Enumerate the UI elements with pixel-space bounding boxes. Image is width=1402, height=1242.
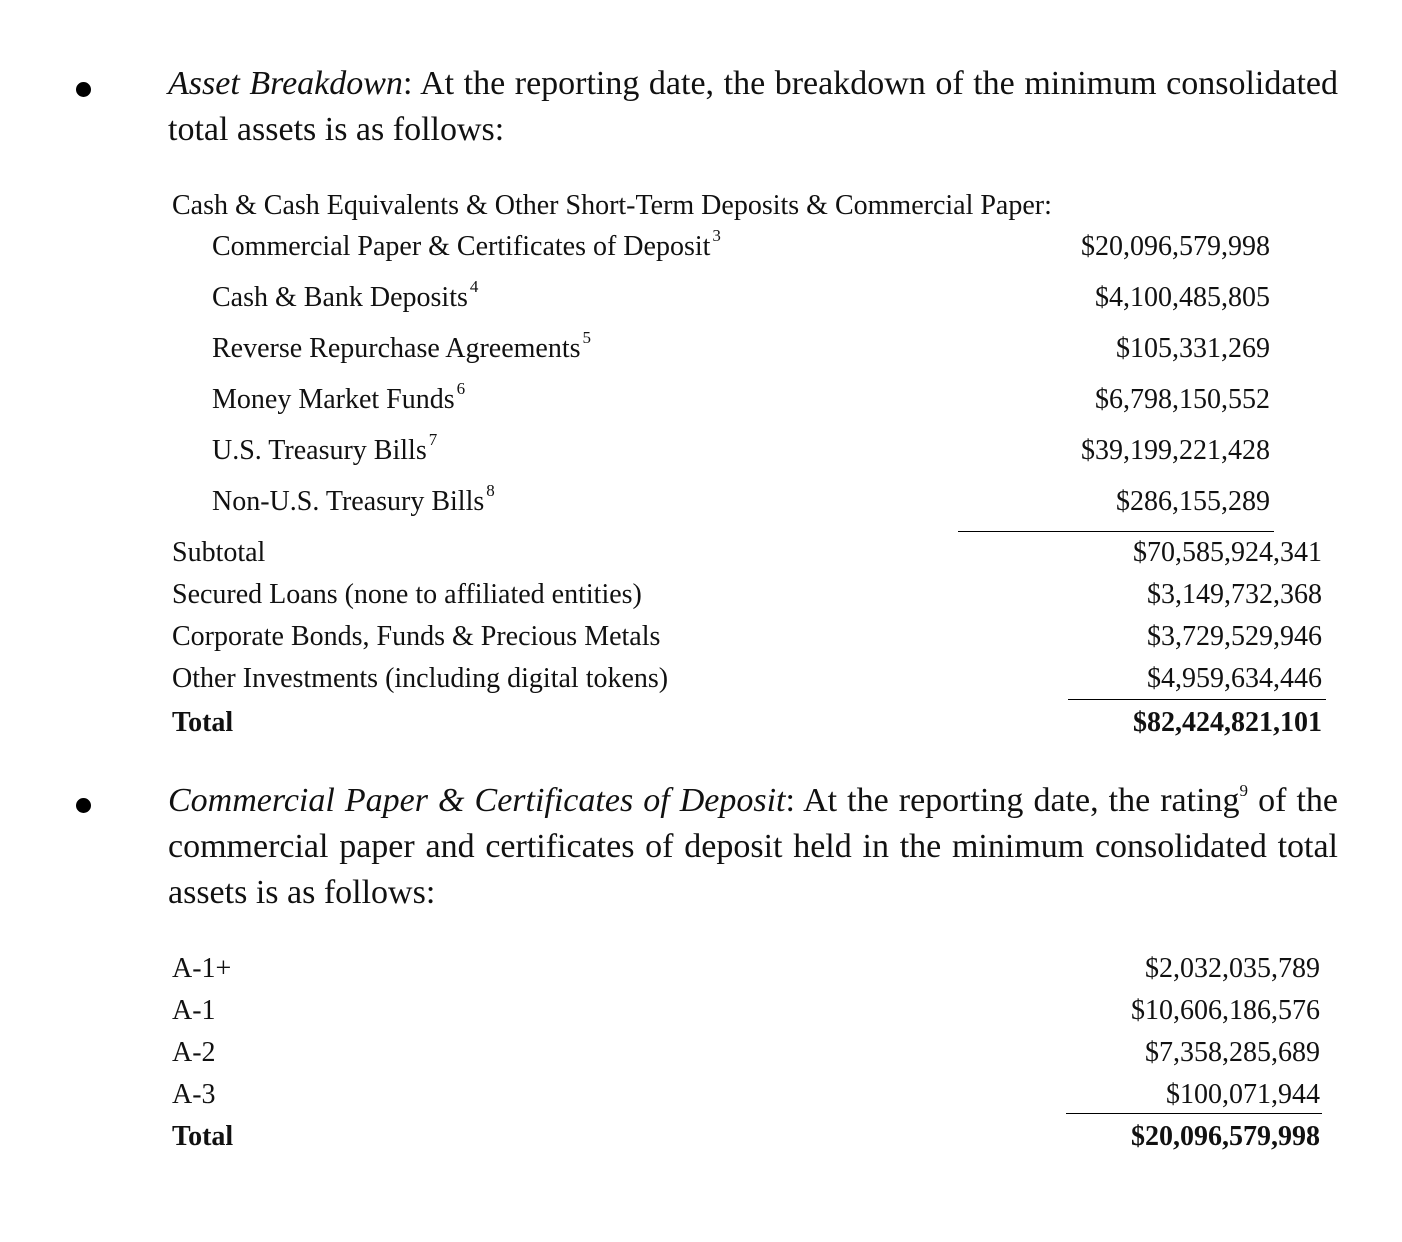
commercial-paper-intro: : At the reporting date, the rating bbox=[785, 782, 1240, 819]
rating-value: $10,606,186,576 bbox=[1131, 995, 1320, 1026]
bullet-section-1 bbox=[76, 82, 91, 97]
commercial-paper-intro-rest: of the commercial paper and certificates of deposit held in the minimum consolidated total assets is as follows: bbox=[168, 782, 1338, 911]
row-label: Secured Loans (none to affiliated entities) bbox=[172, 579, 642, 610]
rating-label: A-1 bbox=[172, 995, 216, 1026]
row-value: $3,729,529,946 bbox=[1147, 621, 1322, 652]
total-label: Total bbox=[172, 707, 234, 738]
row-value: $39,199,221,428 bbox=[1081, 435, 1270, 466]
row-label: Cash & Bank Deposits bbox=[212, 282, 468, 313]
row-value: $20,096,579,998 bbox=[1081, 231, 1270, 262]
rating-total-value: $20,096,579,998 bbox=[1131, 1121, 1320, 1152]
rating-total-label: Total bbox=[172, 1121, 234, 1152]
footnote-marker: 3 bbox=[712, 226, 721, 245]
row-label: Corporate Bonds, Funds & Precious Metals bbox=[172, 621, 661, 652]
asset-breakdown-intro: : At the reporting date, the breakdown of the minimum consolidated total assets is as follows: bbox=[168, 65, 1338, 148]
row-label: Non-U.S. Treasury Bills bbox=[212, 486, 485, 517]
commercial-paper-heading: Commercial Paper & Certificates of Deposit bbox=[168, 782, 786, 819]
row-label: Money Market Funds bbox=[212, 384, 455, 415]
rating-value: $100,071,944 bbox=[1166, 1079, 1320, 1110]
row-label: U.S. Treasury Bills bbox=[212, 435, 427, 466]
group-header-label: Cash & Cash Equivalents & Other Short-Term Deposits & Commercial Paper: bbox=[172, 190, 1052, 221]
row-label: Commercial Paper & Certificates of Deposit bbox=[212, 231, 711, 262]
footnote-marker: 6 bbox=[456, 379, 466, 398]
row-value: $4,100,485,805 bbox=[1095, 282, 1270, 313]
rating-table bbox=[172, 0, 1332, 1180]
rating-value: $7,358,285,689 bbox=[1145, 1037, 1320, 1068]
footnote-marker: 9 bbox=[1239, 781, 1249, 800]
footnote-marker: 8 bbox=[486, 481, 495, 500]
row-value: $286,155,289 bbox=[1116, 486, 1270, 517]
footnote-marker: 7 bbox=[428, 430, 438, 449]
bullet-section-2 bbox=[76, 798, 91, 813]
row-value: $3,149,732,368 bbox=[1147, 579, 1322, 610]
subtotal-label: Subtotal bbox=[172, 537, 266, 568]
footnote-marker: 5 bbox=[582, 328, 592, 347]
row-value: $105,331,269 bbox=[1116, 333, 1270, 364]
total-value: $82,424,821,101 bbox=[1133, 707, 1322, 738]
row-label: Other Investments (including digital tokens) bbox=[172, 663, 669, 694]
subtotal-value: $70,585,924,341 bbox=[1133, 537, 1322, 568]
rating-label: A-3 bbox=[172, 1079, 216, 1110]
row-value: $4,959,634,446 bbox=[1147, 663, 1322, 694]
rating-label: A-1+ bbox=[172, 953, 232, 984]
rating-label: A-2 bbox=[172, 1037, 216, 1068]
footnote-marker: 4 bbox=[469, 277, 479, 296]
rating-total-rule bbox=[1066, 1113, 1322, 1114]
rating-value: $2,032,035,789 bbox=[1145, 953, 1320, 984]
row-value: $6,798,150,552 bbox=[1095, 384, 1270, 415]
row-label: Reverse Repurchase Agreements bbox=[212, 333, 581, 364]
asset-breakdown-heading: Asset Breakdown bbox=[168, 65, 403, 102]
